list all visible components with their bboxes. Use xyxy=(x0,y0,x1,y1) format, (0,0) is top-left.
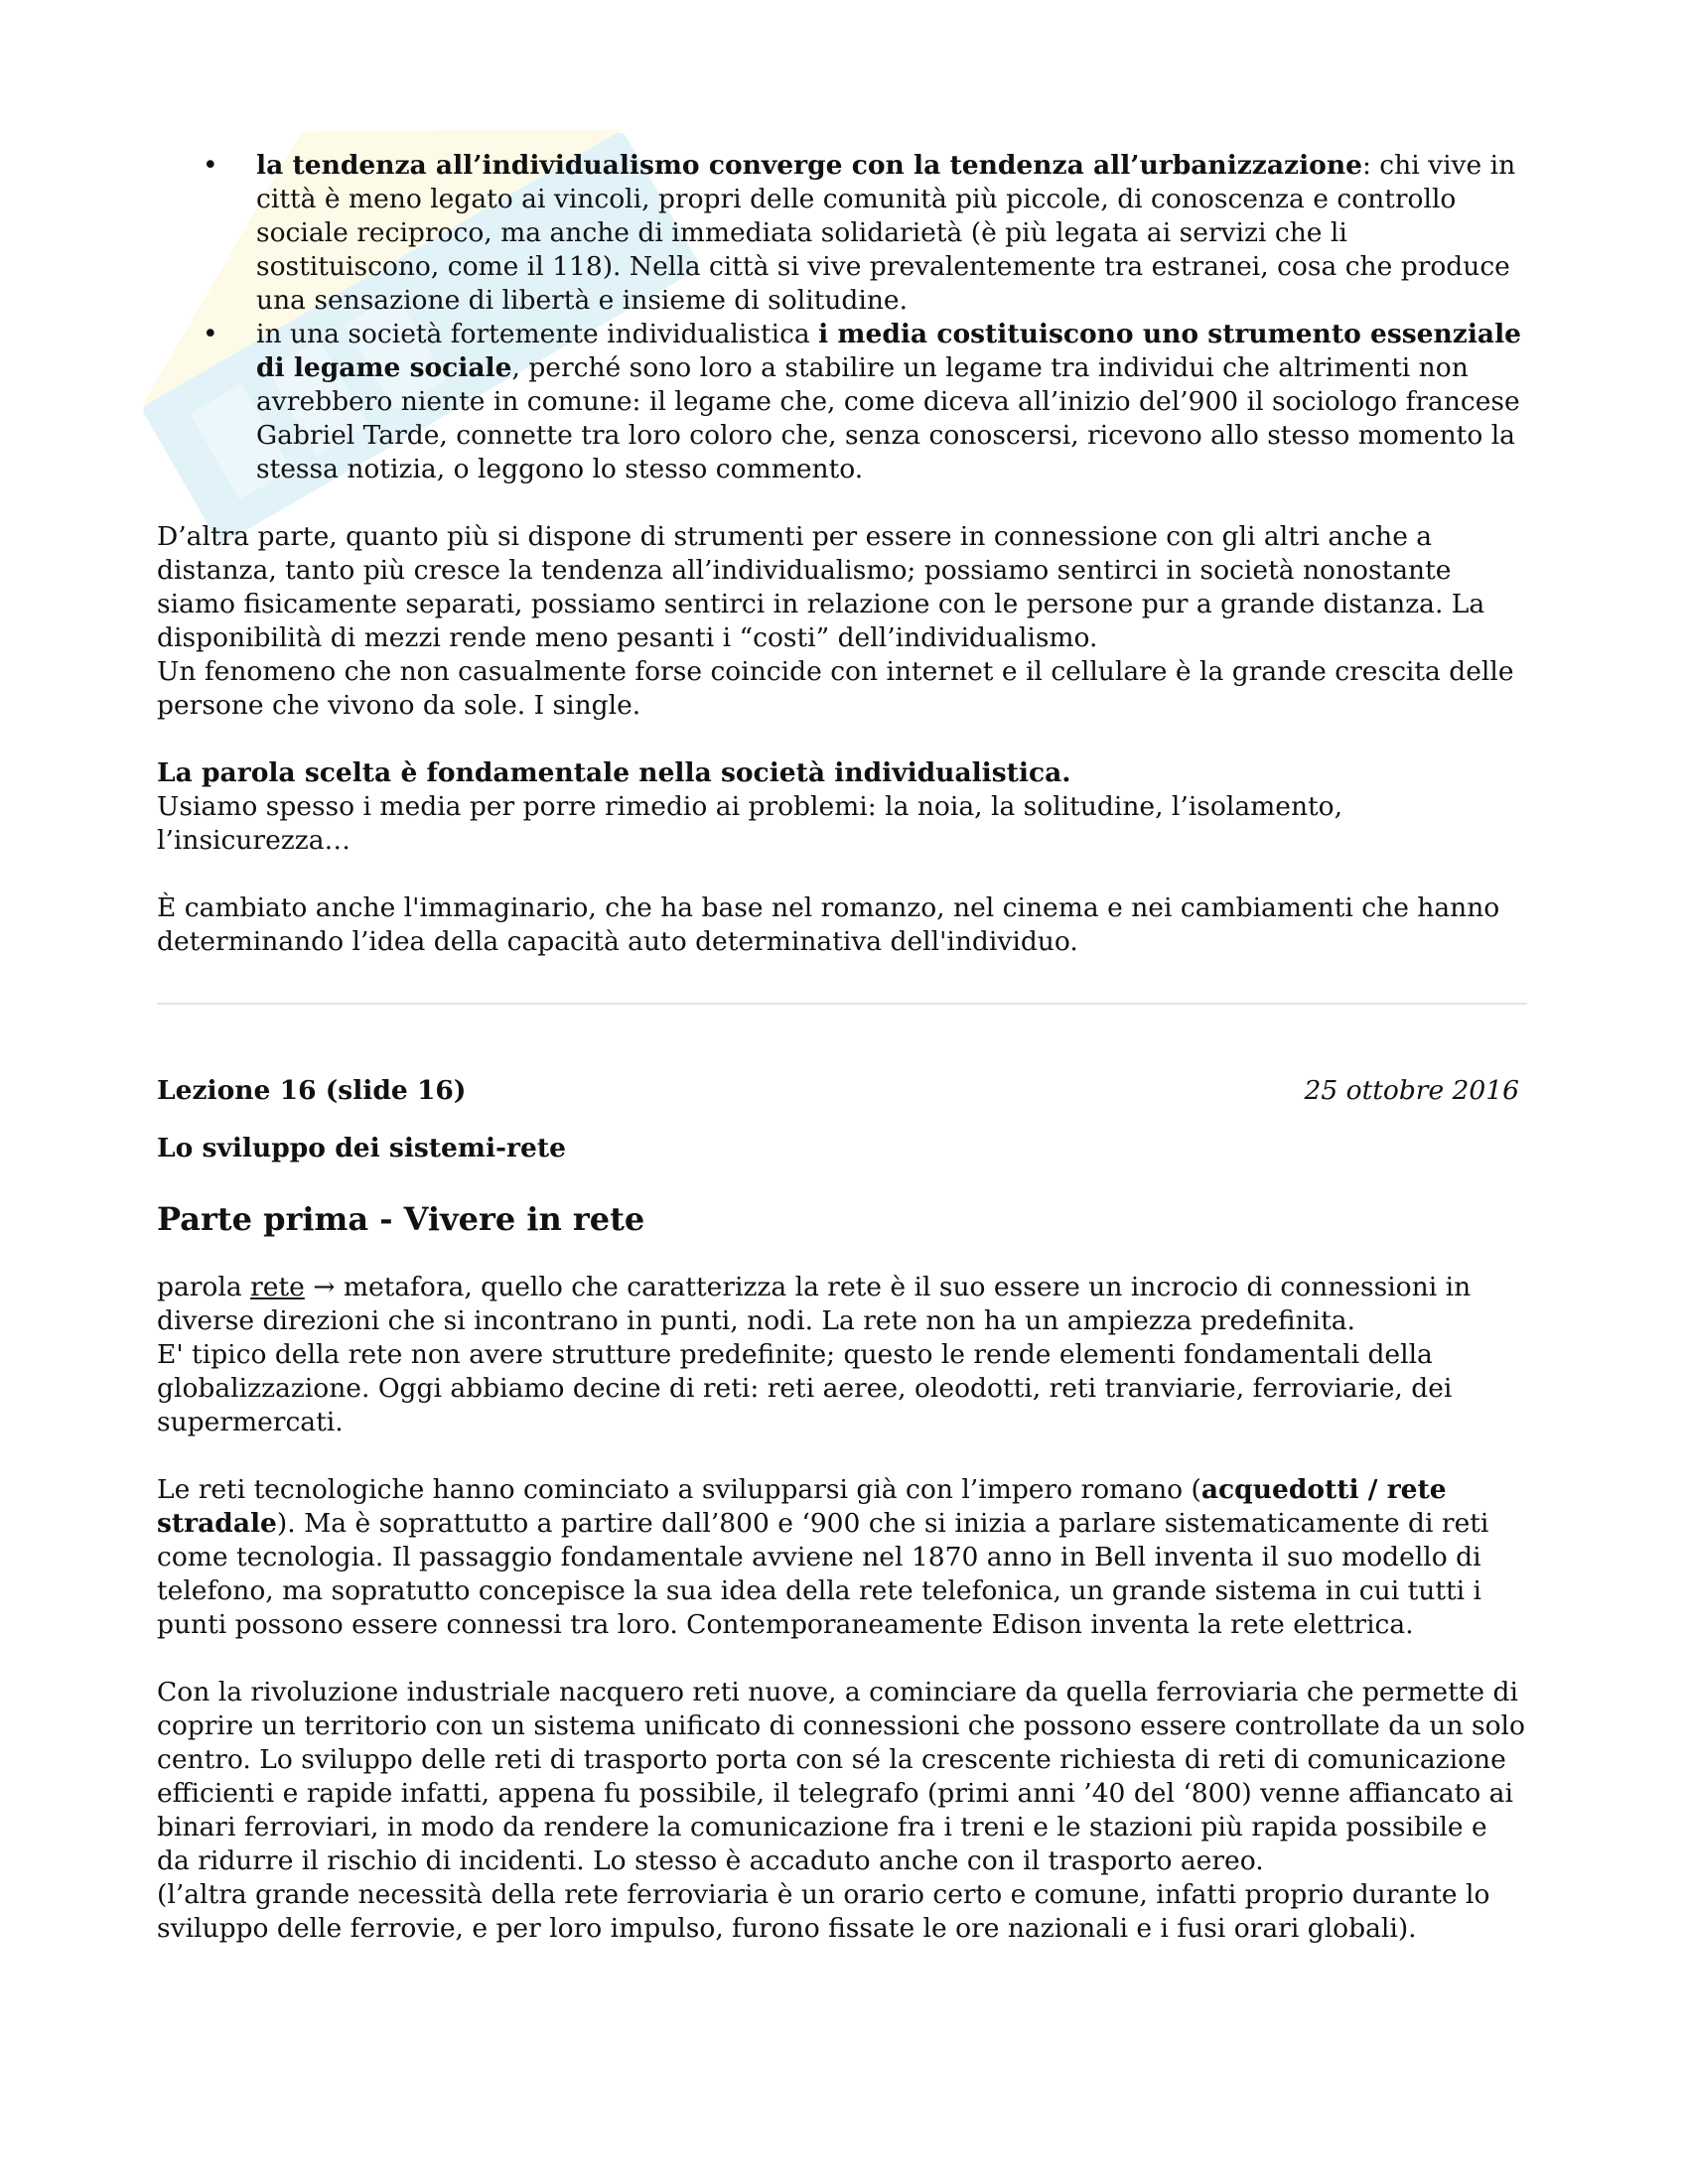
section-heading: Parte prima - Vivere in rete xyxy=(157,1200,645,1238)
bullet-item-media xyxy=(157,318,1527,486)
lesson-title: Lezione 16 (slide 16) xyxy=(157,1075,467,1106)
paragraph-single: Un fenomeno che non casualmente forse coincide con internet e il cellulare è la grande crescita delle persone che vivono da sole. I single. xyxy=(157,656,1514,721)
bullet-dot-icon: • xyxy=(203,319,218,349)
lesson-header xyxy=(157,1074,1519,1108)
bullet-text: , perché sono loro a stabilire un legame tra individui che altrimenti non avrebbero niente in comune: il legame che, come diceva all’inizio del’900 il sociologo francese Gabriel Tarde, connette tra loro coloro che, senza conoscersi, ricevono allo stesso momento la stessa notizia, o leggono lo stesso commento. xyxy=(256,352,1520,484)
paragraph-distance: D’altra parte, quanto più si dispone di strumenti per essere in connessione con gli altri anche a distanza, tanto più cresce la tendenza all’individualismo; possiamo sentirci in società nonostante siamo fisicamente separati, possiamo sentirci in relazione con le persone pur a grande distanza. La disponibilità di mezzi rende meno pesanti i “costi” dell’individualismo. xyxy=(157,521,1485,653)
bullet-pre-text: in una società fortemente individualistica xyxy=(256,319,819,349)
bold-statement: La parola scelta è fondamentale nella società individualistica. xyxy=(157,757,1071,788)
bullet-text: : chi vive in città è meno legato ai vincoli, propri delle comunità più piccole, di conoscenza e controllo sociale reciproco, ma anche di immediata solidarietà (è più legata ai servizi che li sostituiscono, come il 118). Nella città si vive prevalentemente tra estranei, cosa che produce una sensazione di libertà e insieme di solitudine. xyxy=(256,150,1516,316)
paragraph-railway-schedule: (l’altra grande necessità della rete ferroviaria è un orario certo e comune, infatti proprio durante lo sviluppo delle ferrovie, e per loro impulso, furono fissate le ore nazionali e i fusi orari globali). xyxy=(157,1879,1490,1944)
bullet-list xyxy=(157,149,1527,486)
horizontal-rule xyxy=(157,1003,1527,1005)
lesson-date: 25 ottobre 2016 xyxy=(1304,1075,1519,1106)
bold-phrase: acquedotti / rete stradale xyxy=(157,1474,1447,1539)
paragraph-media-remedy: Usiamo spesso i media per porre rimedio ai problemi: la noia, la solitudine, l’isolamento, l’insicurezza… xyxy=(157,791,1343,856)
paragraph-tech-networks: Le reti tecnologiche hanno cominciato a svilupparsi già con l’impero romano (acquedotti / rete stradale). Ma è soprattutto a partire dall’800 e ‘900 che si inizia a parlare sistematicamente di reti come tecnologia. Il passaggio fondamentale avviene nel 1870 anno in Bell inventa il suo modello di telefono, ma sopratutto concepisce la sua idea della rete telefonica, un grande sistema in cui tutti i punti possono essere connessi tra loro. Contemporaneamente Edison inventa la rete elettrica. xyxy=(157,1474,1489,1640)
bullet-item-urbanization xyxy=(157,149,1527,318)
bullet-bold-text: la tendenza all’individualismo converge con la tendenza all’urbanizzazione xyxy=(256,150,1362,181)
paragraph-rete-metaphor: parola rete → metafora, quello che caratterizza la rete è il suo essere un incrocio di connessioni in diverse direzioni che si incontrano in punti, nodi. La rete non ha un ampiezza predefinita. xyxy=(157,1272,1472,1336)
paragraph-industrial-revolution: Con la rivoluzione industriale nacquero reti nuove, a cominciare da quella ferroviaria che permette di coprire un territorio con un sistema unificato di connessioni che possono essere controllate da un solo centro. Lo sviluppo delle reti di trasporto porta con sé la crescente richiesta di reti di comunicazione efficienti e rapide infatti, appena fu possibile, il telegrafo (primi anni ’40 del ‘800) venne affiancato ai binari ferroviari, in modo da rendere la comunicazione fra i treni e le stazioni più rapida possibile e da ridurre il rischio di incidenti. Lo stesso è accaduto anche con il trasporto aereo. xyxy=(157,1677,1525,1876)
paragraph-structures: E' tipico della rete non avere strutture predefinite; questo le rende elementi fondamentali della globalizzazione. Oggi abbiamo decine di reti: reti aeree, oleodotti, reti tranviarie, ferroviarie, dei supermercati. xyxy=(157,1339,1453,1437)
paragraph-imaginary: È cambiato anche l'immaginario, che ha base nel romanzo, nel cinema e nei cambiamenti che hanno determinando l’idea della capacità auto determinativa dell'individuo. xyxy=(157,892,1500,957)
bullet-bold-text: i media costituiscono uno strumento essenziale di legame sociale xyxy=(256,319,1522,383)
lesson-subtitle: Lo sviluppo dei sistemi-rete xyxy=(157,1133,566,1163)
underlined-word: rete xyxy=(250,1272,305,1302)
bullet-dot-icon: • xyxy=(203,150,218,181)
document-page xyxy=(157,149,1527,1946)
